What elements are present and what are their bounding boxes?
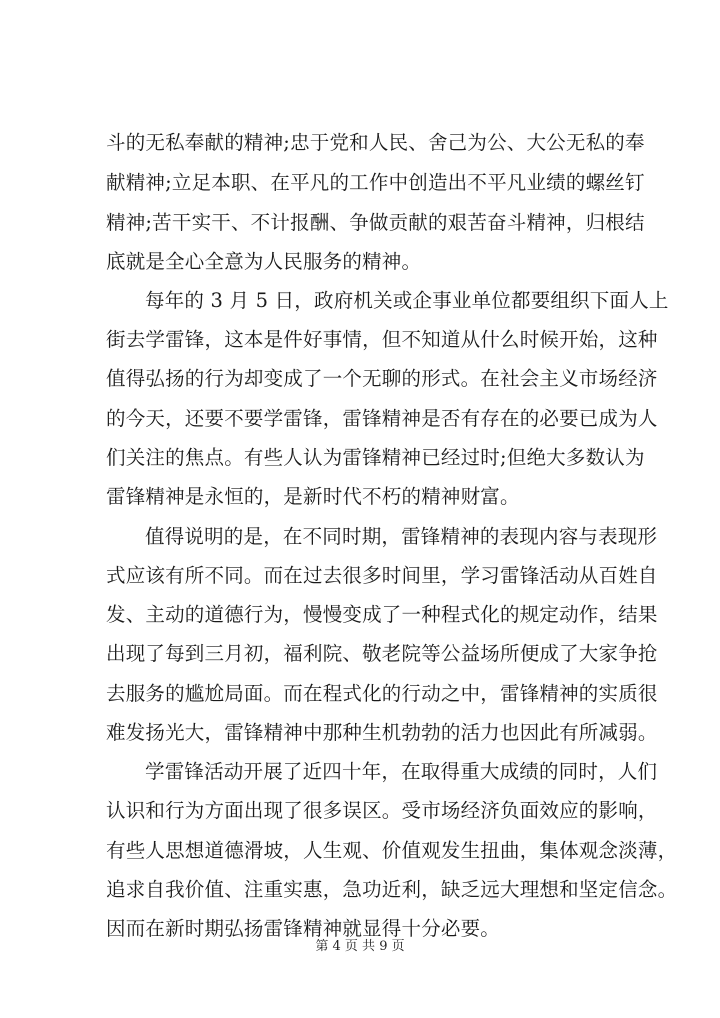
text-line: 有些人思想道德滑坡，人生观、价值观发生扭曲，集体观念淡薄， <box>106 839 678 862</box>
text-line: 街去学雷锋，这本是件好事情，但不知道从什么时候开始，这种 <box>106 328 658 351</box>
text-line: 因而在新时期弘扬雷锋精神就显得十分必要。 <box>106 917 501 940</box>
text-line: 发、主动的道德行为，慢慢变成了一种程式化的规定动作，结果 <box>106 603 658 626</box>
text-line: 们关注的焦点。有些人认为雷锋精神已经过时;但绝大多数认为 <box>106 446 645 469</box>
text-line: 献精神;立足本职、在平凡的工作中创造出不平凡业绩的螺丝钉 <box>106 171 645 194</box>
text-line: 值得弘扬的行为却变成了一个无聊的形式。在社会主义市场经济 <box>106 367 658 390</box>
text-line: 雷锋精神是永恒的，是新时代不朽的精神财富。 <box>106 485 520 508</box>
paragraph-first-line: 学雷锋活动开展了近四十年，在取得重大成绩的同时，人们 <box>145 760 658 783</box>
text-line: 底就是全心全意为人民服务的精神。 <box>106 250 422 273</box>
text-line: 认识和行为方面出现了很多误区。受市场经济负面效应的影响， <box>106 799 658 822</box>
text-line: 出现了每到三月初，福利院、敬老院等公益场所便成了大家争抢 <box>106 642 658 665</box>
paragraph-first-line: 值得说明的是，在不同时期，雷锋精神的表现内容与表现形 <box>145 525 658 548</box>
page-number-footer: 第 4 页 共 9 页 <box>315 939 405 954</box>
text-line: 式应该有所不同。而在过去很多时间里，学习雷锋活动从百姓自 <box>106 564 658 587</box>
text-line: 去服务的尴尬局面。而在程式化的行动之中，雷锋精神的实质很 <box>106 682 658 705</box>
paragraph-first-line: 每年的 3 月 5 日，政府机关或企事业单位都要组织下面人上 <box>145 289 669 312</box>
text-line: 斗的无私奉献的精神;忠于党和人民、舍己为公、大公无私的奉 <box>106 131 645 154</box>
text-line: 的今天，还要不要学雷锋，雷锋精神是否有存在的必要已成为人 <box>106 407 658 430</box>
text-line: 精神;苦干实干、不计报酬、争做贡献的艰苦奋斗精神，归根结 <box>106 211 645 234</box>
text-line: 追求自我价值、注重实惠，急功近利，缺乏远大理想和坚定信念。 <box>106 878 678 901</box>
text-line: 难发扬光大，雷锋精神中那种生机勃勃的活力也因此有所减弱。 <box>106 721 658 744</box>
